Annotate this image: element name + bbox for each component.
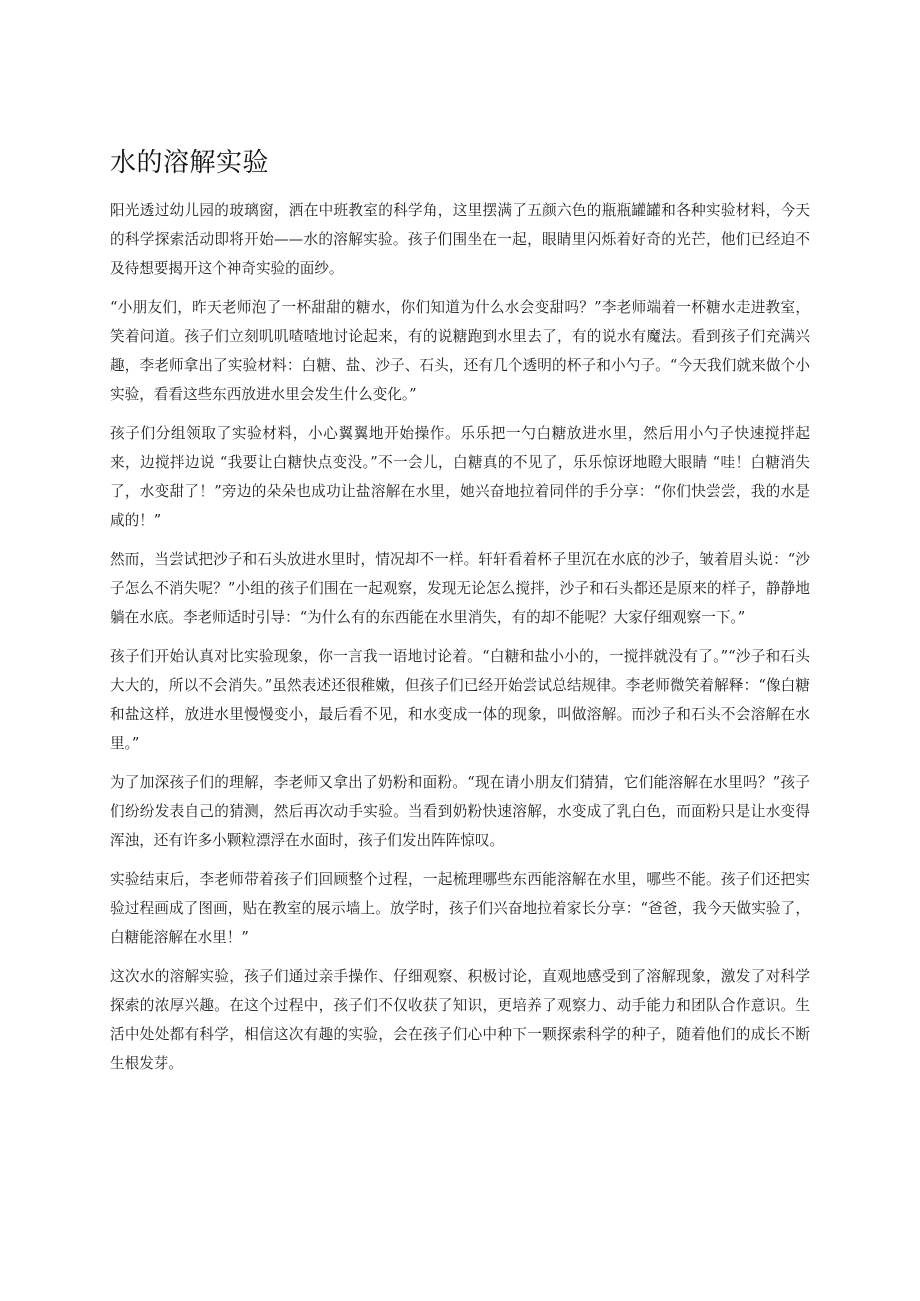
paragraph-1: 阳光透过幼儿园的玻璃窗，洒在中班教室的科学角，这里摆满了五颜六色的瓶瓶罐罐和各种实验材料，今天的科学探索活动即将开始——水的溶解实验。孩子们围坐在一起，眼睛里闪烁着好奇的光芒，他们已经迫不及待想要揭开这个神奇实验的面纱。 [110, 202, 810, 277]
paragraph-2: “小朋友们，昨天老师泡了一杯甜甜的糖水，你们知道为什么水会变甜吗？”李老师端着一杯糖水走进教室，笑着问道。孩子们立刻叽叽喳喳地讨论起来，有的说糖跑到水里去了，有的说水有魔法。看到孩子们充满兴趣，李老师拿出了实验材料：白糖、盐、沙子、石头，还有几个透明的杯子和小勺子。“今天我们就来做个小实验，看看这些东西放进水里会发生什么变化。” [110, 299, 810, 403]
page-title: 水的溶解实验 [110, 148, 270, 178]
paragraph-5: 孩子们开始认真对比实验现象，你一言我一语地讨论着。“白糖和盐小小的，一搅拌就没有了。”“沙子和石头大大的，所以不会消失。”虽然表述还很稚嫩，但孩子们已经开始尝试总结规律。李老师微笑着解释：“像白糖和盐这样，放进水里慢慢变小，最后看不见，和水变成一体的现象，叫做溶解。而沙子和石头不会溶解在水里。” [110, 648, 810, 752]
paragraph-7: 实验结束后，李老师带着孩子们回顾整个过程，一起梳理哪些东西能溶解在水里，哪些不能。孩子们还把实验过程画成了图画，贴在教室的展示墙上。放学时，孩子们兴奋地拉着家长分享：“爸爸，我今天做实验了，白糖能溶解在水里！” [110, 871, 810, 946]
article-body [110, 196, 810, 1088]
paragraph-4: 然而，当尝试把沙子和石头放进水里时，情况却不一样。轩轩看着杯子里沉在水底的沙子，皱着眉头说：“沙子怎么不消失呢？”小组的孩子们围在一起观察，发现无论怎么搅拌，沙子和石头都还是原来的样子，静静地躺在水底。李老师适时引导：“为什么有的东西能在水里消失，有的却不能呢？大家仔细观察一下。” [110, 551, 810, 626]
paragraph-6: 为了加深孩子们的理解，李老师又拿出了奶粉和面粉。“现在请小朋友们猜猜，它们能溶解在水里吗？”孩子们纷纷发表自己的猜测，然后再次动手实验。当看到奶粉快速溶解，水变成了乳白色，而面粉只是让水变得浑浊，还有许多小颗粒漂浮在水面时，孩子们发出阵阵惊叹。 [110, 774, 810, 849]
paragraph-8: 这次水的溶解实验，孩子们通过亲手操作、仔细观察、积极讨论，直观地感受到了溶解现象，激发了对科学探索的浓厚兴趣。在这个过程中，孩子们不仅收获了知识，更培养了观察力、动手能力和团队合作意识。生活中处处都有科学，相信这次有趣的实验，会在孩子们心中种下一颗探索科学的种子，随着他们的成长不断生根发芽。 [110, 968, 810, 1072]
paragraph-3: 孩子们分组领取了实验材料，小心翼翼地开始操作。乐乐把一勺白糖放进水里，然后用小勺子快速搅拌起来，边搅拌边说 “我要让白糖快点变没。”不一会儿，白糖真的不见了，乐乐惊讶地瞪大眼睛 “哇！白糖消失了，水变甜了！”旁边的朵朵也成功让盐溶解在水里，她兴奋地拉着同伴的手分享：“你们快尝尝，我的水是咸的！” [110, 425, 810, 529]
